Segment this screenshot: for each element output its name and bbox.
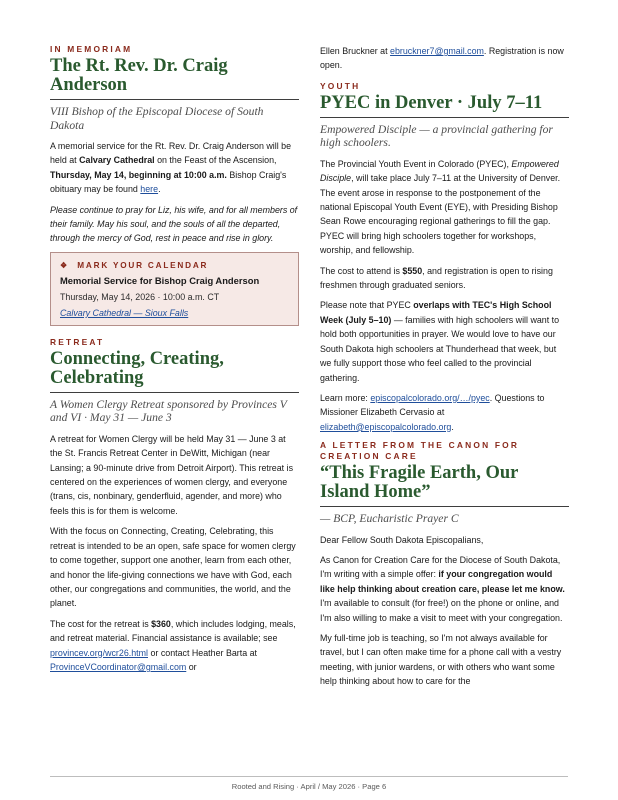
in-memoriam-section bbox=[50, 44, 299, 246]
article-dek: Empowered Disciple — a provincial gathering for high schoolers. bbox=[320, 122, 553, 150]
continued-paragraph: Ellen Bruckner at ebruckner7@gmail.com. Registration is now open. bbox=[320, 46, 564, 71]
headline-rule bbox=[320, 506, 569, 507]
article-headline: The Rt. Rev. Dr. Craig Anderson bbox=[50, 56, 228, 95]
body-paragraph: The Provincial Youth Event in Colorado (PYEC), Empowered Disciple, will take place July 7–11 at the University of Denver. The event arose in response to the postponement of the national Episcopal Youth Event (EYE), with Presiding Bishop Sean Rowe encouraging regional gatherings to fill the gap. PYEC will bring high schoolers together for workshops, worship, and fellowship. bbox=[320, 158, 561, 256]
body-paragraph: My full-time job is teaching, so I'm not always available for travel, but I can often make time for a phone call with a vestry meeting, with junior wardens, or with others who want some help thinking about how to care for the bbox=[320, 633, 562, 687]
body-paragraph: Please note that PYEC overlaps with TEC's High School Week (July 5–10) — families with high schoolers will want to hold both opportunities in prayer. We would love to have our South Dakota high schoolers at Thunderhead that week, but we fully support those who feel called to the provincial gathering. bbox=[320, 300, 560, 383]
body-paragraph: The cost for the retreat is $360, which includes lodging, meals, and retreat material. Financial assistance is available; see provincev.org/wcr26.html or contact Heather Barta at ProvinceVCoordinator@gmail.com or bbox=[50, 618, 296, 672]
callout-datetime: Thursday, May 14, 2026 · 10:00 a.m. CT bbox=[60, 291, 220, 302]
section-kicker: YOUTH bbox=[320, 80, 361, 91]
article-dek: A Women Clergy Retreat sponsored by Provinces V and VI · May 31 — June 3 bbox=[50, 397, 287, 425]
page-footer: Rooted and Rising · April / May 2026 · Page 6 bbox=[50, 776, 568, 791]
section-kicker: IN MEMORIAM bbox=[50, 44, 133, 54]
body-paragraph: As Canon for Creation Care for the Diocese of South Dakota, I'm writing with a simple offer: if your congregation would like help thinking about creation care, please let me know. I'm available to consult (for free!) on the phone or online, and I'm also willing to make a visit to meet with your congregation. bbox=[320, 555, 565, 623]
article-headline: PYEC in Denver · July 7–11 bbox=[320, 92, 543, 113]
body-paragraph: A retreat for Women Clergy will be held May 31 — June 3 at the St. Francis Retreat Center in DeWitt, Michigan (near Lansing; a 90-minute drive from Detroit Airport). This retreat is centered on the experiences of women clergy, and everyone (trans, cis, nonbinary, genderfluid, agender, and more) who feels this is for them is welcome. bbox=[50, 433, 294, 516]
article-dek: — BCP, Eucharistic Prayer C bbox=[320, 512, 459, 526]
section-kicker: RETREAT bbox=[50, 336, 105, 347]
callout-kicker: ❖ MARK YOUR CALENDAR bbox=[60, 260, 209, 270]
retreat-section bbox=[50, 337, 299, 675]
retreat-web-link[interactable]: provincev.org/wcr26.html bbox=[50, 647, 148, 658]
headline-rule bbox=[50, 99, 299, 100]
body-paragraph: The cost to attend is $550, and registration is open to rising freshmen through graduated seniors. bbox=[320, 265, 553, 291]
headline-rule bbox=[320, 117, 569, 118]
article-headline: Connecting, Creating, Celebrating bbox=[50, 348, 224, 388]
coordinator-email-link[interactable]: ProvinceVCoordinator@gmail.com bbox=[50, 661, 187, 672]
left-column bbox=[50, 44, 299, 680]
callout-location-link[interactable]: Calvary Cathedral — Sioux Falls bbox=[60, 307, 189, 318]
cervasio-email-link[interactable]: elizabeth@episcopalcolorado.org bbox=[320, 421, 452, 432]
article-headline: “This Fragile Earth, Our Island Home” bbox=[320, 463, 519, 503]
headline-rule bbox=[50, 392, 299, 393]
article-dek: VIII Bishop of the Episcopal Diocese of South Dakota bbox=[50, 105, 264, 132]
body-paragraph: Learn more: episcopalcolorado.org/…/pyec. Questions to Missioner Elizabeth Cervasio at elizabeth@episcopalcolorado.org. bbox=[320, 392, 545, 432]
creation-care-section bbox=[320, 440, 569, 689]
youth-section bbox=[320, 81, 569, 434]
pyec-web-link[interactable]: episcopalcolorado.org/…/pyec bbox=[370, 392, 490, 403]
calendar-callout bbox=[50, 252, 299, 326]
diamond-icon: ❖ bbox=[60, 260, 70, 270]
obituary-link[interactable]: here bbox=[140, 184, 159, 195]
bruckner-email-link[interactable]: ebruckner7@gmail.com bbox=[390, 46, 484, 56]
prayer-paragraph: Please continue to pray for Liz, his wife, and for all members of their family. May his soul, and the souls of all the departed, through the mercy of God, rest in peace and rise in glory. bbox=[50, 204, 298, 244]
right-column bbox=[320, 44, 569, 695]
body-paragraph: A memorial service for the Rt. Rev. Dr. Craig Anderson will be held at Calvary Cathedral on the Feast of the Ascension, Thursday, May 14, beginning at 10:00 a.m. Bishop Craig's obituary may be found here. bbox=[50, 141, 292, 195]
section-kicker: A LETTER FROM THE CANON FOR CREATION CARE bbox=[320, 440, 520, 462]
body-paragraph: With the focus on Connecting, Creating, Celebrating, this retreat is intended to be an open, safe space for women clergy to come together, support one another, learn from each other, and honor the life-giving connections we have with God, each other, our congregations and communities, the world, and the planet. bbox=[50, 526, 296, 609]
callout-title: Memorial Service for Bishop Craig Anderson bbox=[60, 274, 260, 286]
letter-greeting: Dear Fellow South Dakota Episcopalians, bbox=[320, 534, 484, 545]
